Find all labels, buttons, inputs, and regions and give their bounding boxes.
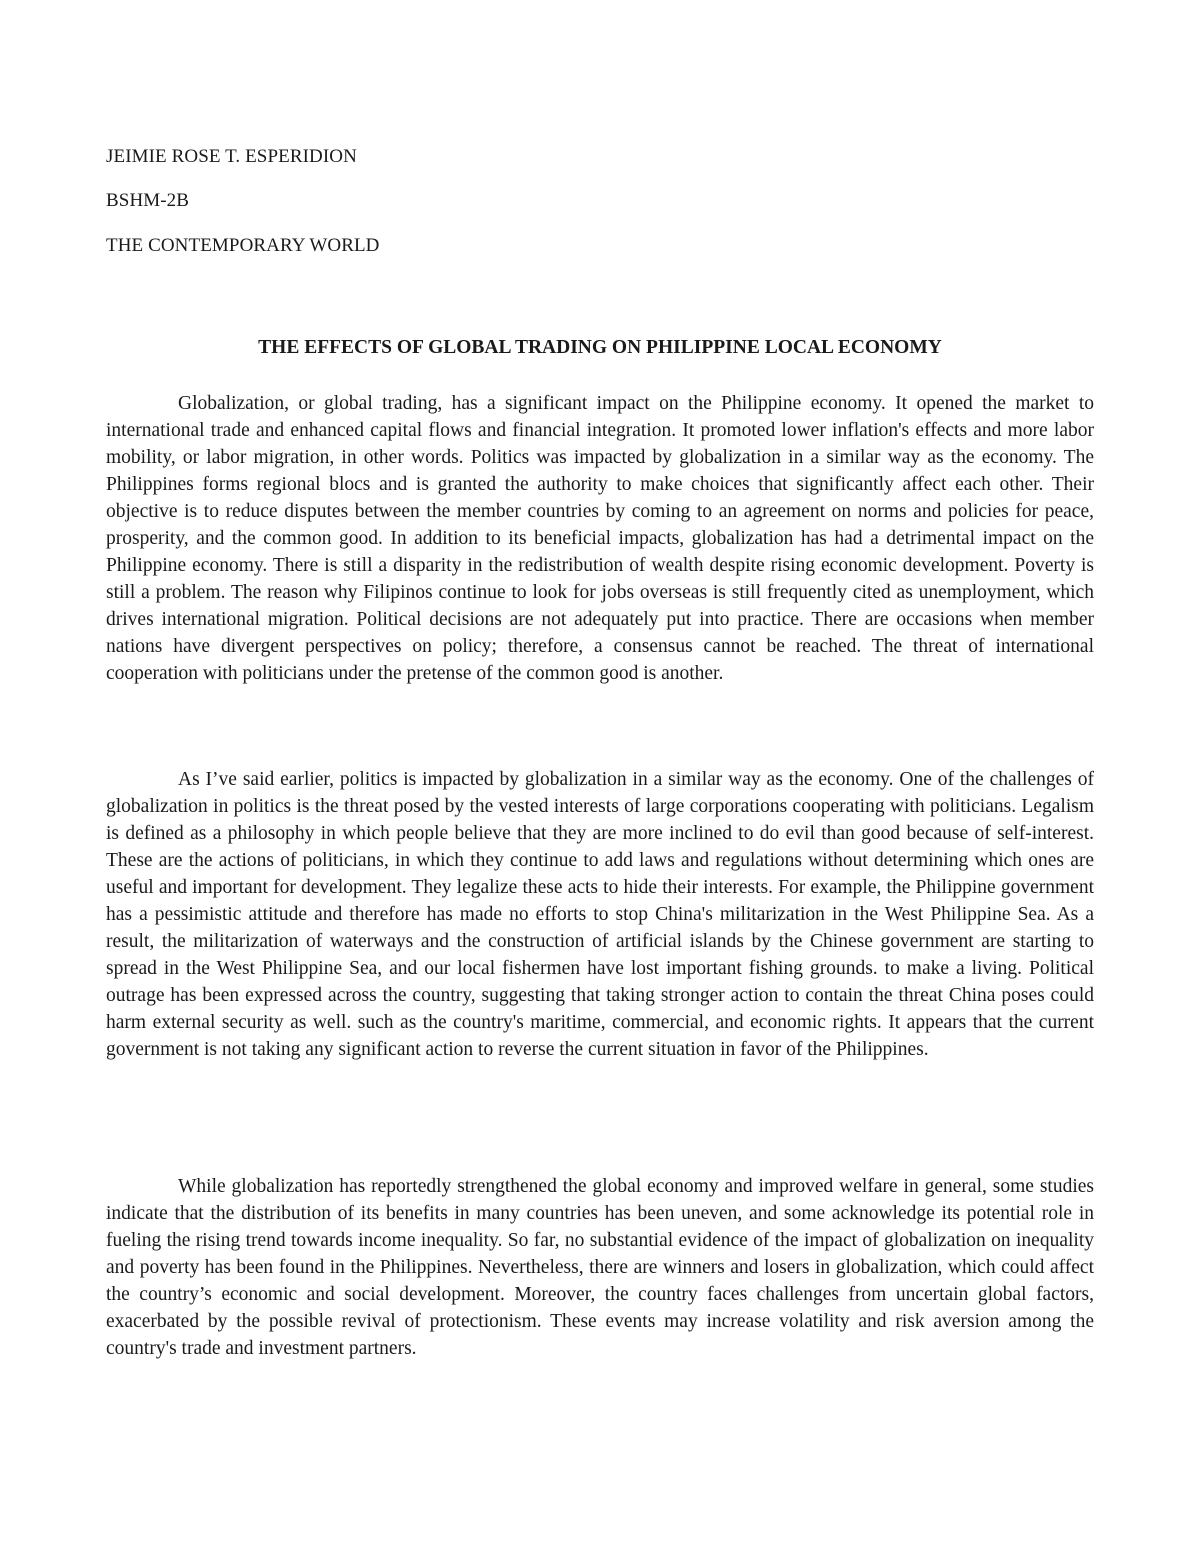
essay-title: THE EFFECTS OF GLOBAL TRADING ON PHILIPPINE LOCAL ECONOMY bbox=[258, 337, 942, 358]
author-name: JEIMIE ROSE T. ESPERIDION bbox=[106, 146, 357, 167]
paragraph-2: As I’ve said earlier, politics is impacted by globalization in a similar way as the economy. One of the challenges of globalization in politics is the threat posed by the vested interests of large corporations cooperating with politicians. Legalism is defined as a philosophy in which people believe that they are more inclined to do evil than good because of self-interest. These are the actions of politicians, in which they continue to add laws and regulations without determining which ones are useful and important for development. They legalize these acts to hide their interests. For example, the Philippine government has a pessimistic attitude and therefore has made no efforts to stop China's militarization in the West Philippine Sea. As a result, the militarization of waterways and the construction of artificial islands by the Chinese government are starting to spread in the West Philippine Sea, and our local fishermen have lost important fishing grounds. to make a living. Political outrage has been expressed across the country, suggesting that taking stronger action to contain the threat China poses could harm external security as well. such as the country's maritime, commercial, and economic rights. It appears that the current government is not taking any significant action to reverse the current situation in favor of the Philippines. bbox=[106, 769, 1094, 1060]
paragraph-1: Globalization, or global trading, has a significant impact on the Philippine economy. It opened the market to international trade and enhanced capital flows and financial integration. It promoted lower inflation's effects and more labor mobility, or labor migration, in other words. Politics was impacted by globalization in a similar way as the economy. The Philippines forms regional blocs and is granted the authority to make choices that significantly affect each other. Their objective is to reduce disputes between the member countries by coming to an agreement on norms and policies for peace, prosperity, and the common good. In addition to its beneficial impacts, globalization has had a detrimental impact on the Philippine economy. There is still a disparity in the redistribution of wealth despite rising economic development. Poverty is still a problem. The reason why Filipinos continue to look for jobs overseas is still frequently cited as unemployment, which drives international migration. Political decisions are not adequately put into practice. There are occasions when member nations have divergent perspectives on policy; therefore, a consensus cannot be reached. The threat of international cooperation with politicians under the pretense of the common good is another. bbox=[106, 393, 1094, 684]
course-section: BSHM-2B bbox=[106, 190, 190, 211]
paragraph-3: While globalization has reportedly strengthened the global economy and improved welfare in general, some studies indicate that the distribution of its benefits in many countries has been uneven, and some acknowledge its potential role in fueling the rising trend towards income inequality. So far, no substantial evidence of the impact of globalization on inequality and poverty has been found in the Philippines. Nevertheless, there are winners and losers in globalization, which could affect the country’s economic and social development. Moreover, the country faces challenges from uncertain global factors, exacerbated by the possible revival of protectionism. These events may increase volatility and risk aversion among the country's trade and investment partners. bbox=[106, 1176, 1094, 1359]
subject-name: THE CONTEMPORARY WORLD bbox=[106, 235, 380, 256]
